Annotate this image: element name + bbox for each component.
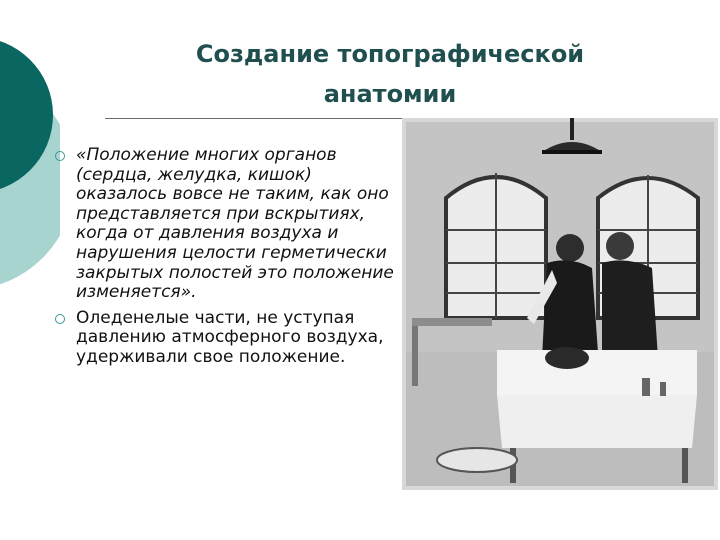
title-divider — [105, 118, 405, 119]
bullet-circle-icon — [55, 314, 65, 324]
title-line-2: анатомии — [323, 80, 457, 108]
title-line-1: Создание топографической — [195, 40, 585, 68]
bullet-text: Оледенелые части, не уступая давлению атмосферного воздуха, удерживали свое положение. — [76, 307, 384, 367]
bullet-text: «Положение многих органов (сердца, желудка, кишок) оказалось вовсе не таким, как оно представляется при вскрытиях, когда от давления воздуха и нарушения целости герметически закрытых полостей это положение изменяется». — [76, 145, 394, 303]
decorative-circles — [0, 0, 60, 290]
bullet-circle-icon — [55, 151, 65, 161]
list-item — [52, 309, 402, 368]
page-title — [150, 34, 630, 114]
list-item — [52, 146, 402, 303]
historical-photo — [402, 118, 718, 490]
bullet-list — [52, 146, 402, 374]
